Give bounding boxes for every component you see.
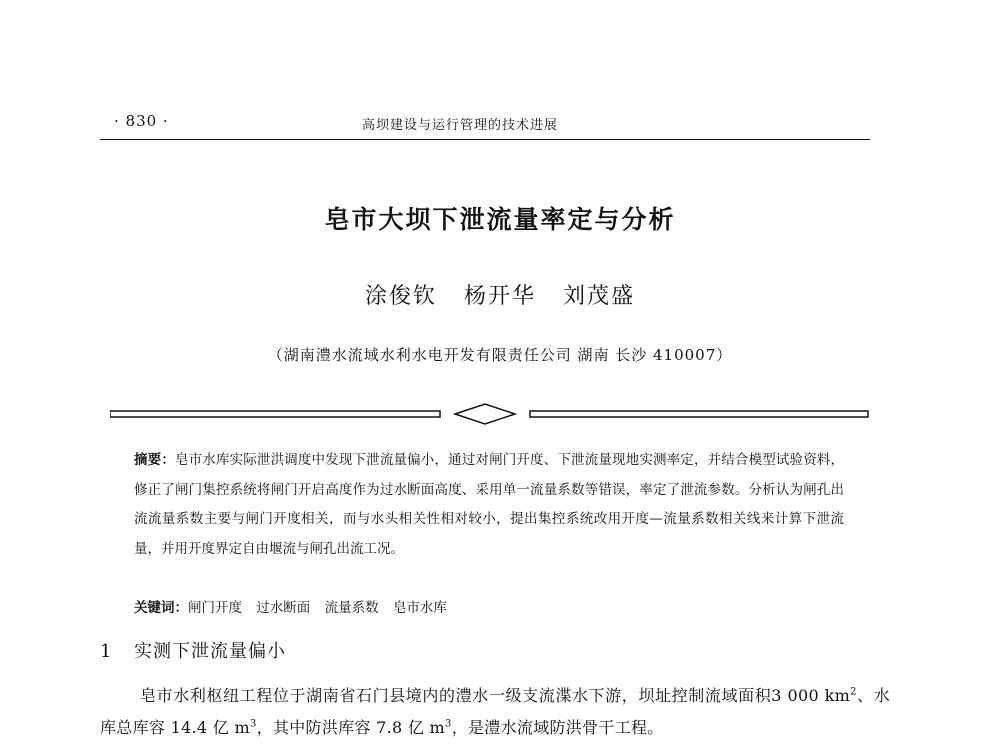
paper-title: 皂市大坝下泄流量率定与分析: [324, 205, 676, 234]
body-text-part: ，其中防洪库容 7.8 亿 m: [256, 718, 446, 737]
body-text-part: 、水库总库容 14.4 亿 m: [100, 686, 890, 737]
keywords-label: 关键词：: [134, 600, 188, 616]
superscript: 3: [445, 718, 452, 730]
keywords: [134, 596, 844, 616]
superscript: 3: [249, 718, 257, 730]
abstract-label: 摘要：: [134, 452, 175, 468]
divider-diamond-icon: [455, 404, 515, 424]
divider-right-bar: [530, 411, 868, 417]
section-title: 实测下泄流量偏小: [134, 641, 286, 662]
affiliation: （湖南澧水流域水利水电开发有限责任公司 湖南 长沙 410007）: [267, 346, 733, 364]
body-text-part: ，是澧水流域防洪骨干工程。: [451, 718, 664, 737]
body-paragraph: [100, 680, 890, 744]
keywords-text: 闸门开度 过水断面 流量系数 皂市水库: [188, 600, 447, 616]
running-header: [100, 108, 870, 138]
page-number: · 830 ·: [114, 112, 169, 130]
journal-title: 高坝建设与运行管理的技术进展: [362, 118, 559, 133]
abstract: [134, 446, 844, 564]
ornamental-divider: [110, 400, 870, 430]
header-rule: [100, 139, 870, 140]
body-text-part: 皂市水利枢纽工程位于湖南省石门县境内的澧水一级支流渫水下游，坝址控制流域面积3 000 km: [140, 686, 851, 705]
section-number: 1: [100, 641, 113, 662]
divider-left-bar: [110, 411, 440, 417]
section-heading: [100, 637, 286, 663]
superscript: 2: [850, 686, 857, 698]
authors: 涂俊钦 杨开华 刘茂盛: [365, 284, 635, 309]
abstract-text: 皂市水库实际泄洪调度中发现下泄流量偏小，通过对闸门开度、下泄流量现地实测率定，并结合模型试验资料，修正了闸门集控系统将闸门开启高度作为过水断面高度、采用单一流量系数等错误，率定了泄流参数。分析认为闸孔出流流量系数主要与闸门开度相关，而与水头相关性相对较小，提出集控系统改用开度—流量系数相关线来计算下泄流量，并用开度界定自由堰流与闸孔出流工况。: [134, 452, 845, 557]
